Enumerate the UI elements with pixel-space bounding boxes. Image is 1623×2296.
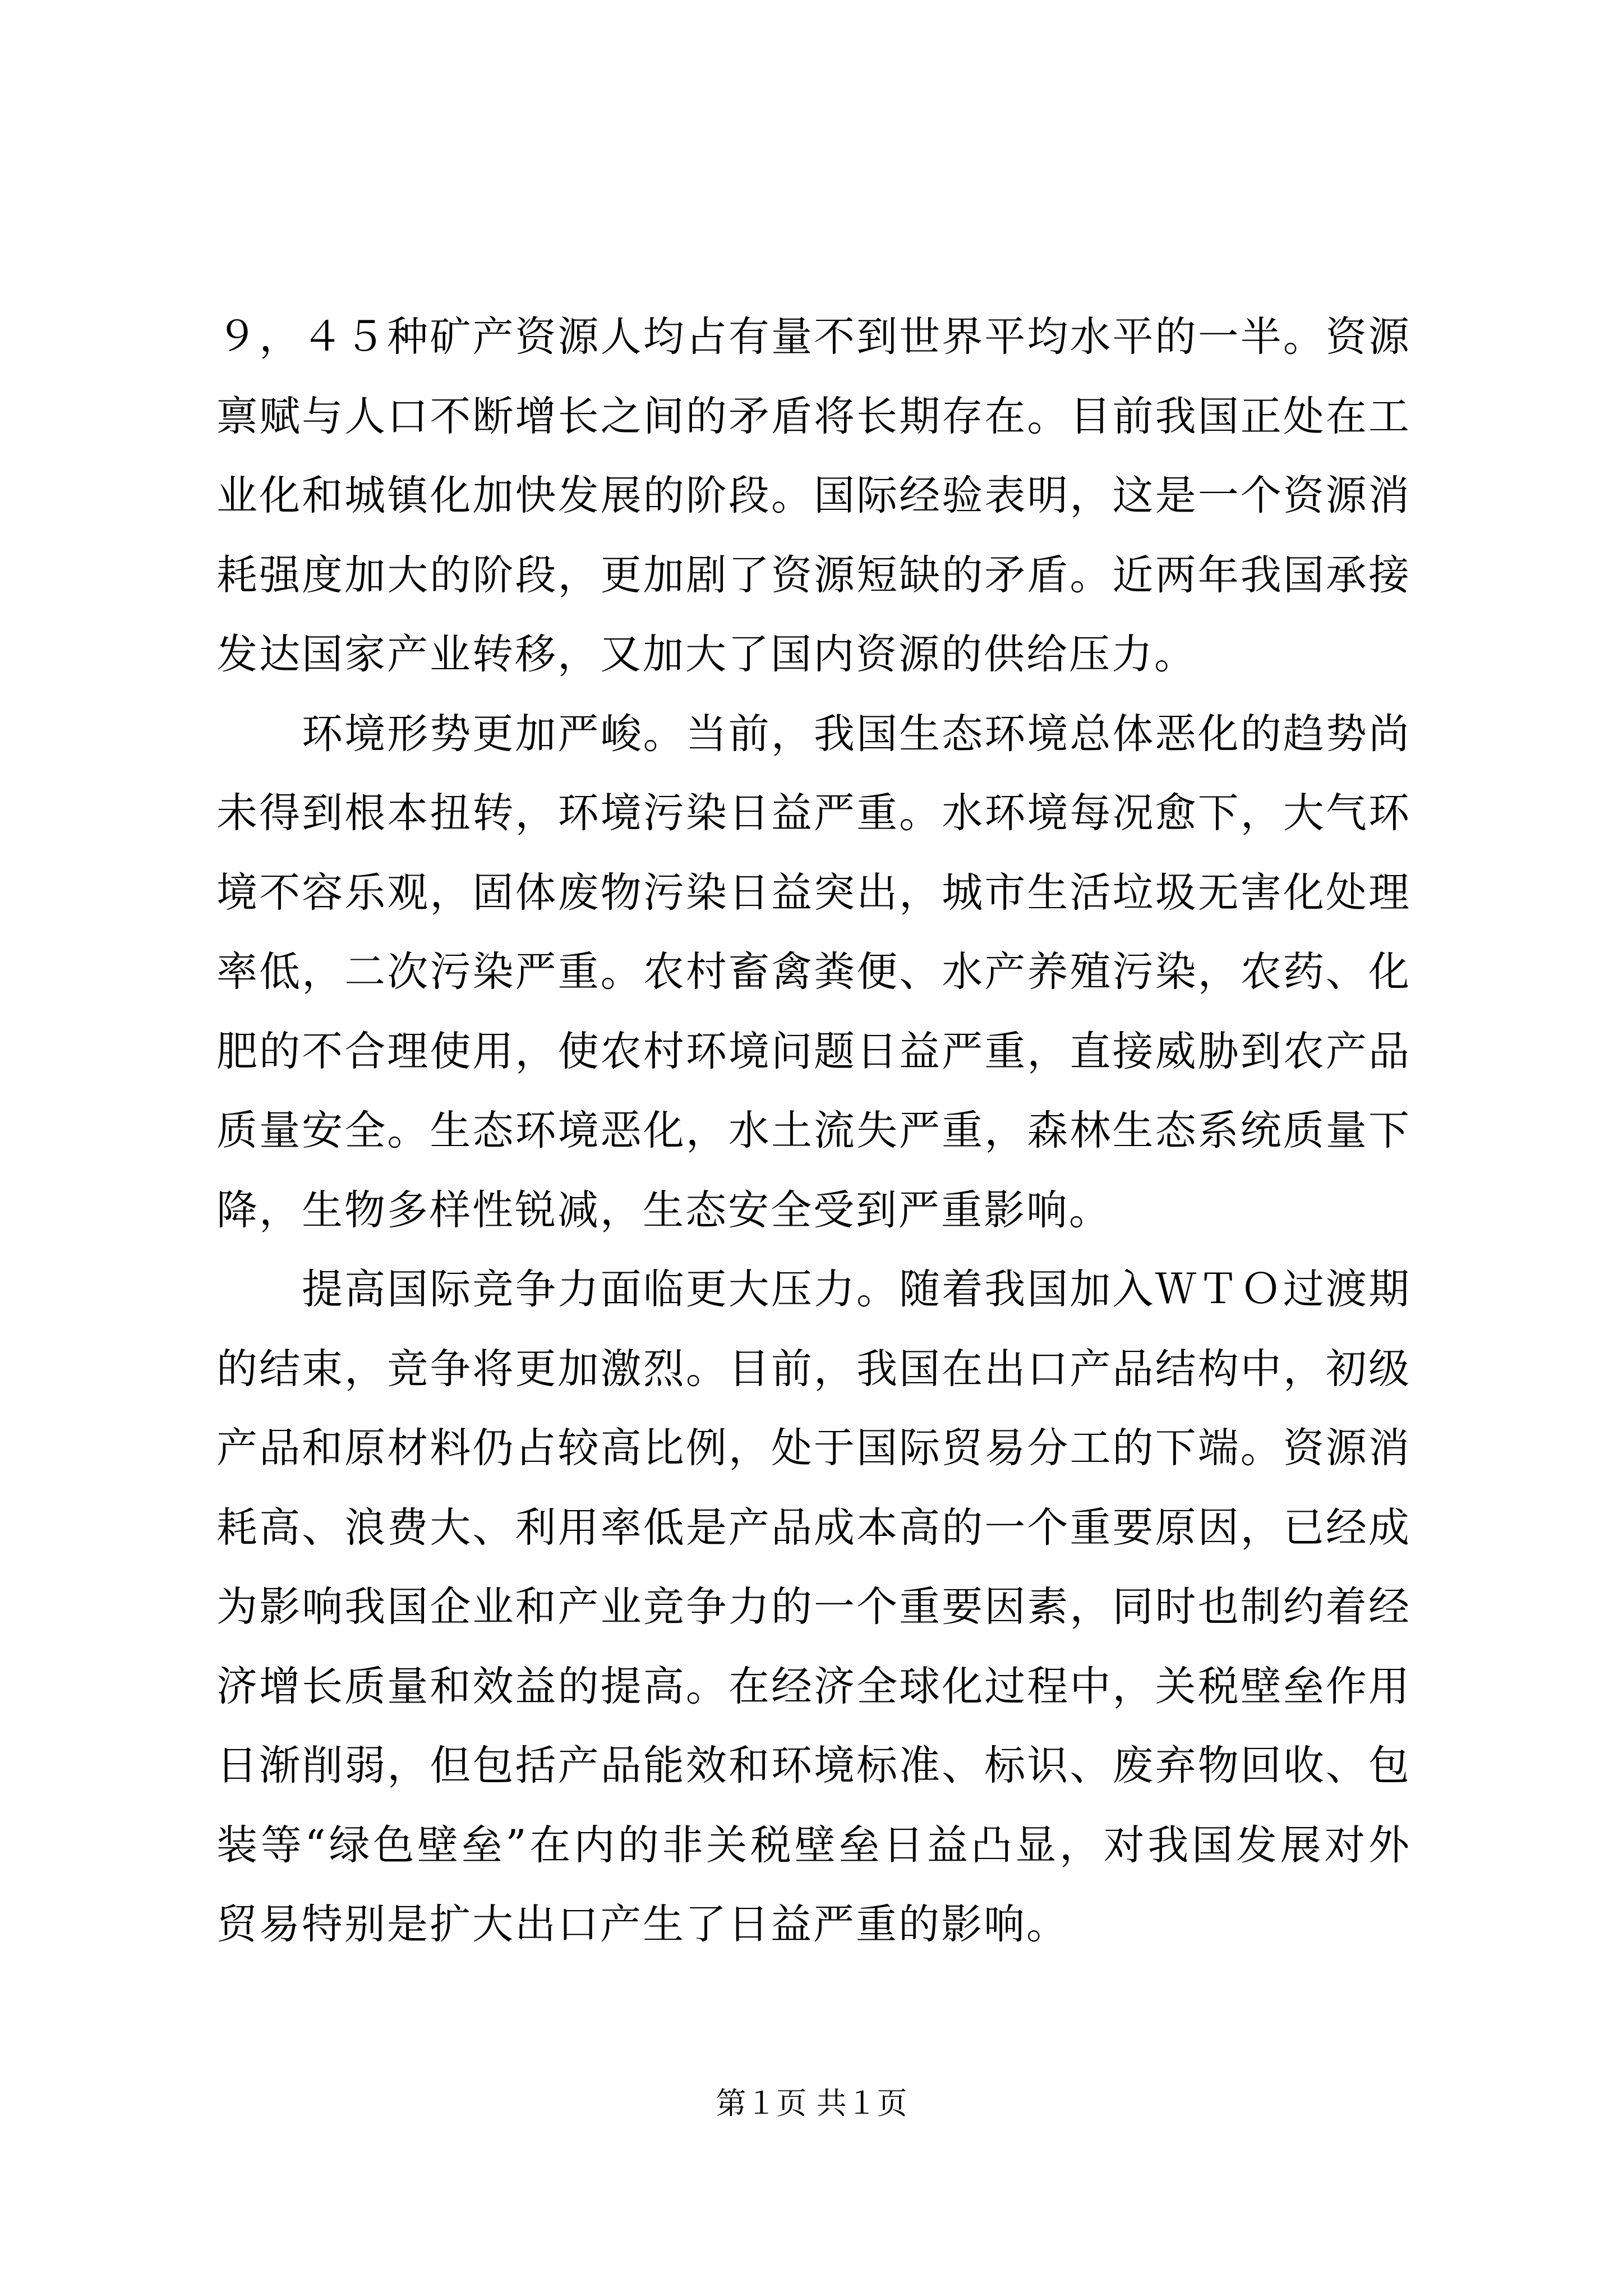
page-footer: 第１页 共１页: [716, 2086, 907, 2121]
paragraph-resource-shortage: ９，４５种矿产资源人均占有量不到世界平均水平的一半。资源禀赋与人口不断增长之间的矛盾将长期存在。目前我国正处在工业化和城镇化加快发展的阶段。国际经验表明，这是一个资源消耗强度加大的阶段，更加剧了资源短缺的矛盾。近两年我国承接发达国家产业转移，又加大了国内资源的供给压力。: [216, 313, 1411, 678]
paragraph-competitiveness: 提高国际竞争力面临更大压力。随着我国加入ＷＴＯ过渡期的结束，竞争将更加激烈。目前，我国在出口产品结构中，初级产品和原材料仍占较高比例，处于国际贸易分工的下端。资源消耗高、浪费大、利用率低是产品成本高的一个重要原因，已经成为影响我国企业和产业竞争力的一个重要因素，同时也制约着经济增长质量和效益的提高。在经济全球化过程中，关税壁垒作用日渐削弱，但包括产品能效和环境标准、标识、废弃物回收、包装等“绿色壁垒”在内的非关税壁垒日益凸显，对我国发展对外贸易特别是扩大出口产生了日益严重的影响。: [216, 1266, 1411, 1948]
paragraph-environment: 环境形势更加严峻。当前，我国生态环境总体恶化的趋势尚未得到根本扭转，环境污染日益严重。水环境每况愈下，大气环境不容乐观，固体废物污染日益突出，城市生活垃圾无害化处理率低，二次污染严重。农村畜禽粪便、水产养殖污染，农药、化肥的不合理使用，使农村环境问题日益严重，直接威胁到农产品质量安全。生态环境恶化，水土流失严重，森林生态系统质量下降，生物多样性锐减，生态安全受到严重影响。: [216, 710, 1411, 1234]
document-body: [216, 297, 1411, 1964]
